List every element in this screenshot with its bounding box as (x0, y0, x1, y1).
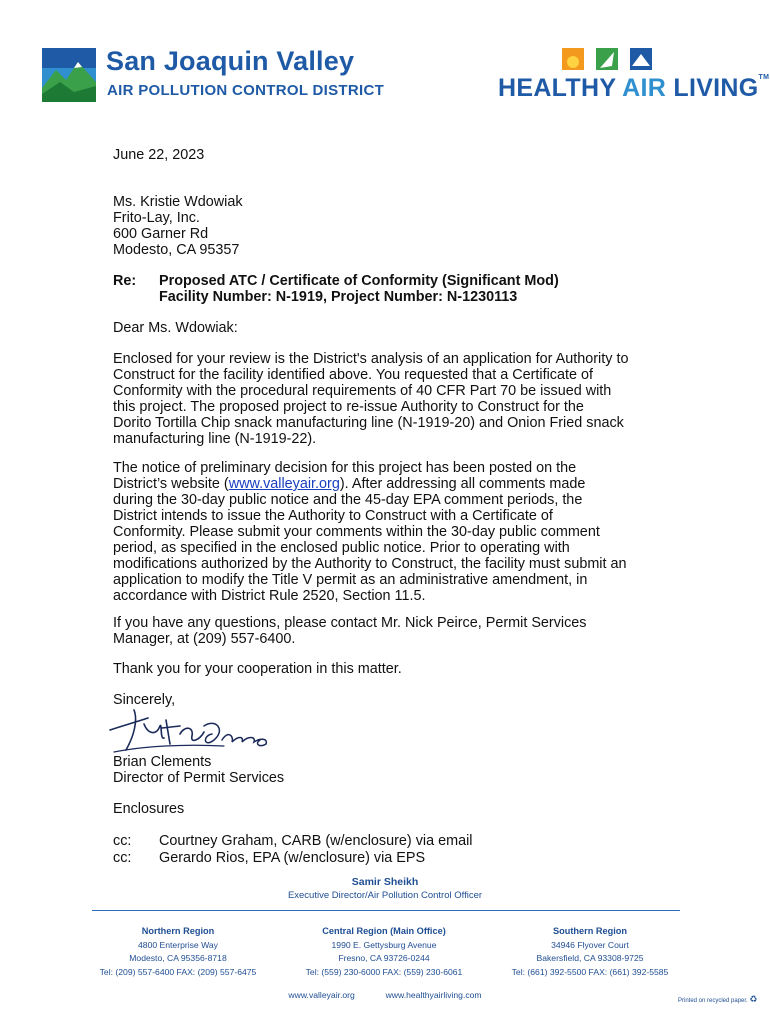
salutation: Dear Ms. Wdowiak: (113, 320, 238, 336)
paragraph-2 (113, 460, 673, 604)
paragraph-line: The notice of preliminary decision for this project has been posted on the (113, 460, 577, 476)
paragraph-line: Enclosed for your review is the District's analysis of an application for Authority to (113, 351, 629, 367)
re-subject (159, 273, 559, 305)
footer-divider (92, 910, 680, 911)
recipient-line: Ms. Kristie Wdowiak (113, 194, 243, 210)
region-northern (78, 925, 278, 979)
healthy-air-icons (562, 44, 662, 72)
recycled-paper-note: Printed on recycled paper. ♻ (678, 994, 758, 1004)
cc-recipient: Courtney Graham, CARB (w/enclosure) via email (159, 833, 473, 849)
paragraph-line: period, as specified in the enclosed public notice. Prior to operating with (113, 540, 570, 556)
cc-label: cc: (113, 833, 132, 849)
executive-title: Executive Director/Air Pollution Control Officer (287, 890, 483, 901)
recipient-address (113, 194, 673, 258)
region-street: 34946 Flyover Court (551, 939, 629, 950)
mountain-logo-icon (42, 48, 96, 102)
region-city: Fresno, CA 93726-0244 (338, 953, 430, 963)
paragraph-line: application to modify the Title V permit as an administrative amendment, in (113, 572, 588, 588)
recipient-line: Frito-Lay, Inc. (113, 210, 200, 226)
executive-name: Samir Sheikh (351, 876, 419, 888)
signer-title: Director of Permit Services (113, 770, 285, 786)
healthy-air-living-logo (492, 44, 770, 108)
region-southern (490, 925, 690, 979)
paragraph-line: Construct for the facility identified above. You requested that a Certificate of (113, 367, 593, 383)
healthy-air-living-wordmark: HEALTHY AIR LIVING™ (498, 74, 770, 102)
letter-date: June 22, 2023 (113, 147, 205, 163)
region-central (284, 925, 484, 979)
paragraph-1 (113, 351, 673, 447)
valleyair-website-link[interactable]: www.valleyair.org (228, 476, 340, 492)
re-label: Re: (113, 273, 137, 289)
region-phone: Tel: (661) 392-5500 FAX: (661) 392-5585 (511, 966, 669, 977)
paragraph-line: Conformity. Please submit your comments within the 30-day public comment (113, 524, 600, 540)
paragraph-line: manufacturing line (N-1919-22). (113, 431, 317, 447)
footer-websites (0, 990, 770, 1000)
paragraph-3 (113, 615, 673, 647)
paragraph-line: Manager, at (209) 557-6400. (113, 631, 296, 647)
paragraph-line: Conformity with the procedural requirements of 40 CFR Part 70 be issued with (113, 383, 612, 399)
paragraph-line: this project. The proposed project to re-issue Authority to Construct for the (113, 399, 584, 415)
cc-recipient: Gerardo Rios, EPA (w/enclosure) via EPS (159, 850, 426, 866)
region-street: 4800 Enterprise Way (138, 939, 218, 950)
closing: Sincerely, (113, 692, 176, 708)
paragraph-line: during the 30-day public notice and the 45-day EPA comment periods, the (113, 492, 583, 508)
paragraph-line: accordance with District Rule 2520, Section 11.5. (113, 588, 426, 604)
paragraph-line: District intends to issue the Authority to Construct with a Certificate of (113, 508, 553, 524)
enclosures: Enclosures (113, 801, 185, 817)
recycle-icon: ♻ (749, 994, 758, 1004)
district-logo (42, 44, 385, 108)
region-city: Bakersfield, CA 93308-9725 (536, 953, 644, 963)
healthyairliving-link[interactable]: www.healthyairliving.com (385, 990, 482, 1000)
region-phone: Tel: (209) 557-6400 FAX: (209) 557-6475 (99, 966, 257, 977)
district-subtitle: AIR POLLUTION CONTROL DISTRICT (107, 82, 385, 99)
valleyair-link[interactable]: www.valleyair.org (288, 990, 355, 1000)
re-line: Proposed ATC / Certificate of Conformity (Significant Mod) (159, 273, 559, 289)
recipient-line: 600 Garner Rd (113, 226, 209, 242)
region-city: Modesto, CA 95356-8718 (129, 953, 227, 963)
cc-label: cc: (113, 850, 132, 866)
region-name: Central Region (Main Office) (322, 926, 446, 936)
district-name: San Joaquin Valley (106, 46, 355, 76)
re-line: Facility Number: N-1919, Project Number: N-1230113 (159, 289, 518, 305)
region-name: Southern Region (552, 926, 627, 936)
paragraph-line: Dorito Tortilla Chip snack manufacturing line (N-1919-20) and Onion Fried snack (113, 415, 624, 431)
paragraph-4: Thank you for your cooperation in this matter. (113, 661, 402, 677)
paragraph-line: District’s website (www.valleyair.org). After addressing all comments made (113, 476, 586, 492)
signer-name: Brian Clements (113, 754, 212, 770)
recipient-line: Modesto, CA 95357 (113, 242, 240, 258)
region-street: 1990 E. Gettysburg Avenue (331, 939, 437, 950)
region-phone: Tel: (559) 230-6000 FAX: (559) 230-6061 (305, 966, 463, 977)
region-name: Northern Region (141, 926, 215, 936)
paragraph-line: If you have any questions, please contact Mr. Nick Peirce, Permit Services (113, 615, 587, 631)
paragraph-line: modifications authorized by the Authority to Construct, the facility must submit an (113, 556, 627, 572)
